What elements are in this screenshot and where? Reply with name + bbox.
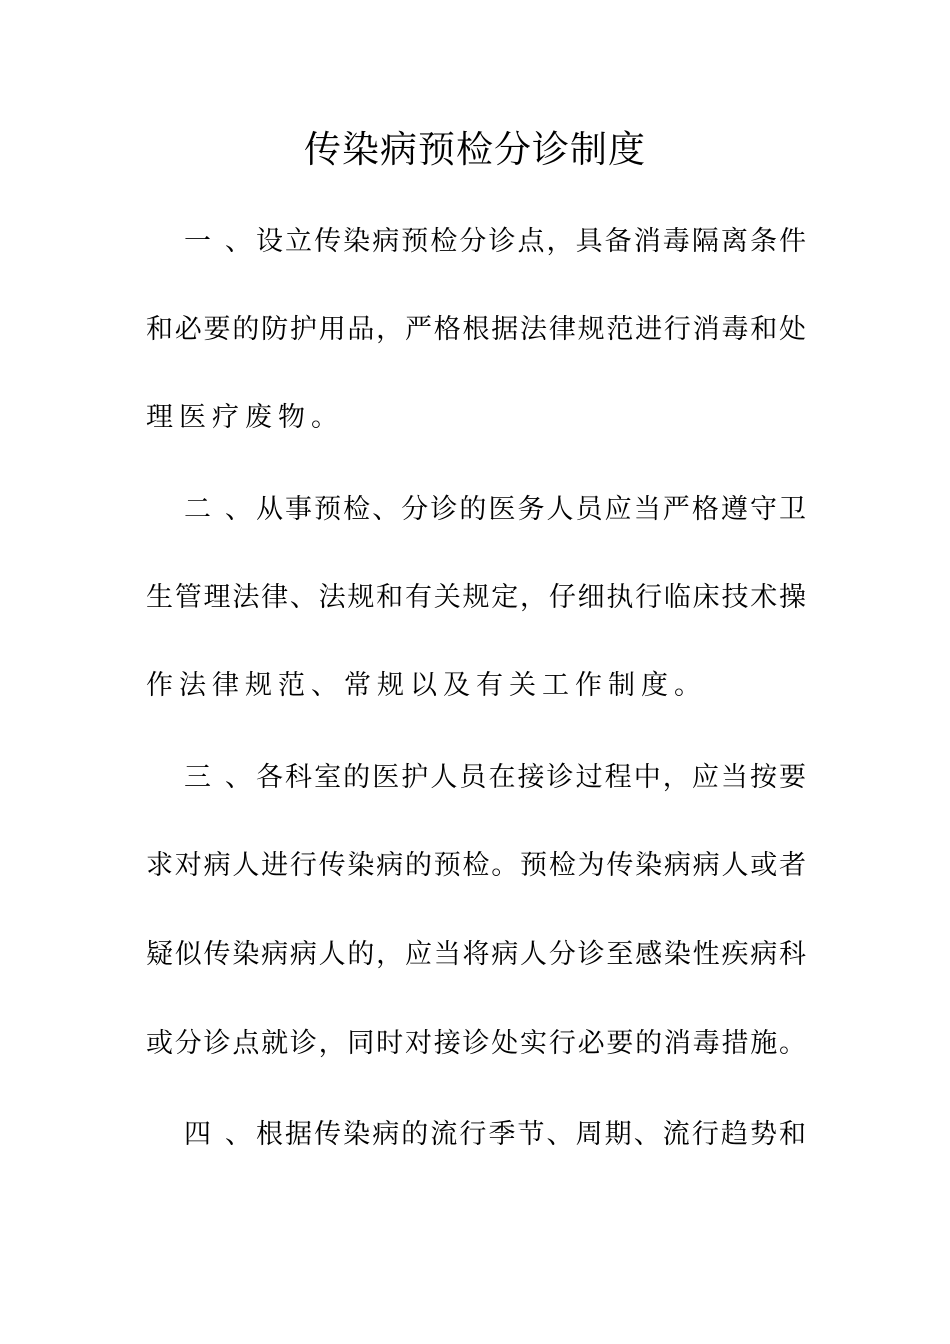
- section-2-line-2: 生管理法律、法规和有关规定，仔细执行临床技术操: [146, 582, 806, 613]
- section-3-text: 各科室的医护人员在接诊过程中，应当按要: [256, 762, 806, 793]
- section-2-first-line: [146, 492, 806, 528]
- section-4-number: 四、: [184, 1119, 256, 1150]
- section-3-line-2: 求对病人进行传染病的预检。预检为传染病病人或者: [146, 850, 806, 881]
- section-4-first-line: [146, 1117, 806, 1153]
- section-1-line-2: 和必要的防护用品，严格根据法律规范进行消毒和处: [146, 314, 806, 345]
- section-2-line-3: 作法律规范、常规以及有关工作制度。: [146, 670, 707, 701]
- section-2-number: 二、: [184, 494, 256, 525]
- section-2-text: 从事预检、分诊的医务人员应当严格遵守卫: [256, 494, 806, 525]
- section-1-line-3: 理医疗废物。: [146, 402, 344, 433]
- section-1-number: 一、: [184, 226, 256, 257]
- section-3-line-4: 或分诊点就诊，同时对接诊处实行必要的消毒措施。: [146, 1028, 806, 1059]
- section-4-text: 根据传染病的流行季节、周期、流行趋势和: [256, 1119, 806, 1150]
- section-3-number: 三、: [184, 762, 256, 793]
- section-3-line-3: 疑似传染病病人的，应当将病人分诊至感染性疾病科: [146, 939, 806, 970]
- document-title: 传染病预检分诊制度: [304, 128, 646, 171]
- section-1-first-line: [146, 224, 806, 260]
- section-1-text: 设立传染病预检分诊点，具备消毒隔离条件: [256, 226, 806, 257]
- section-3-first-line: [146, 760, 806, 796]
